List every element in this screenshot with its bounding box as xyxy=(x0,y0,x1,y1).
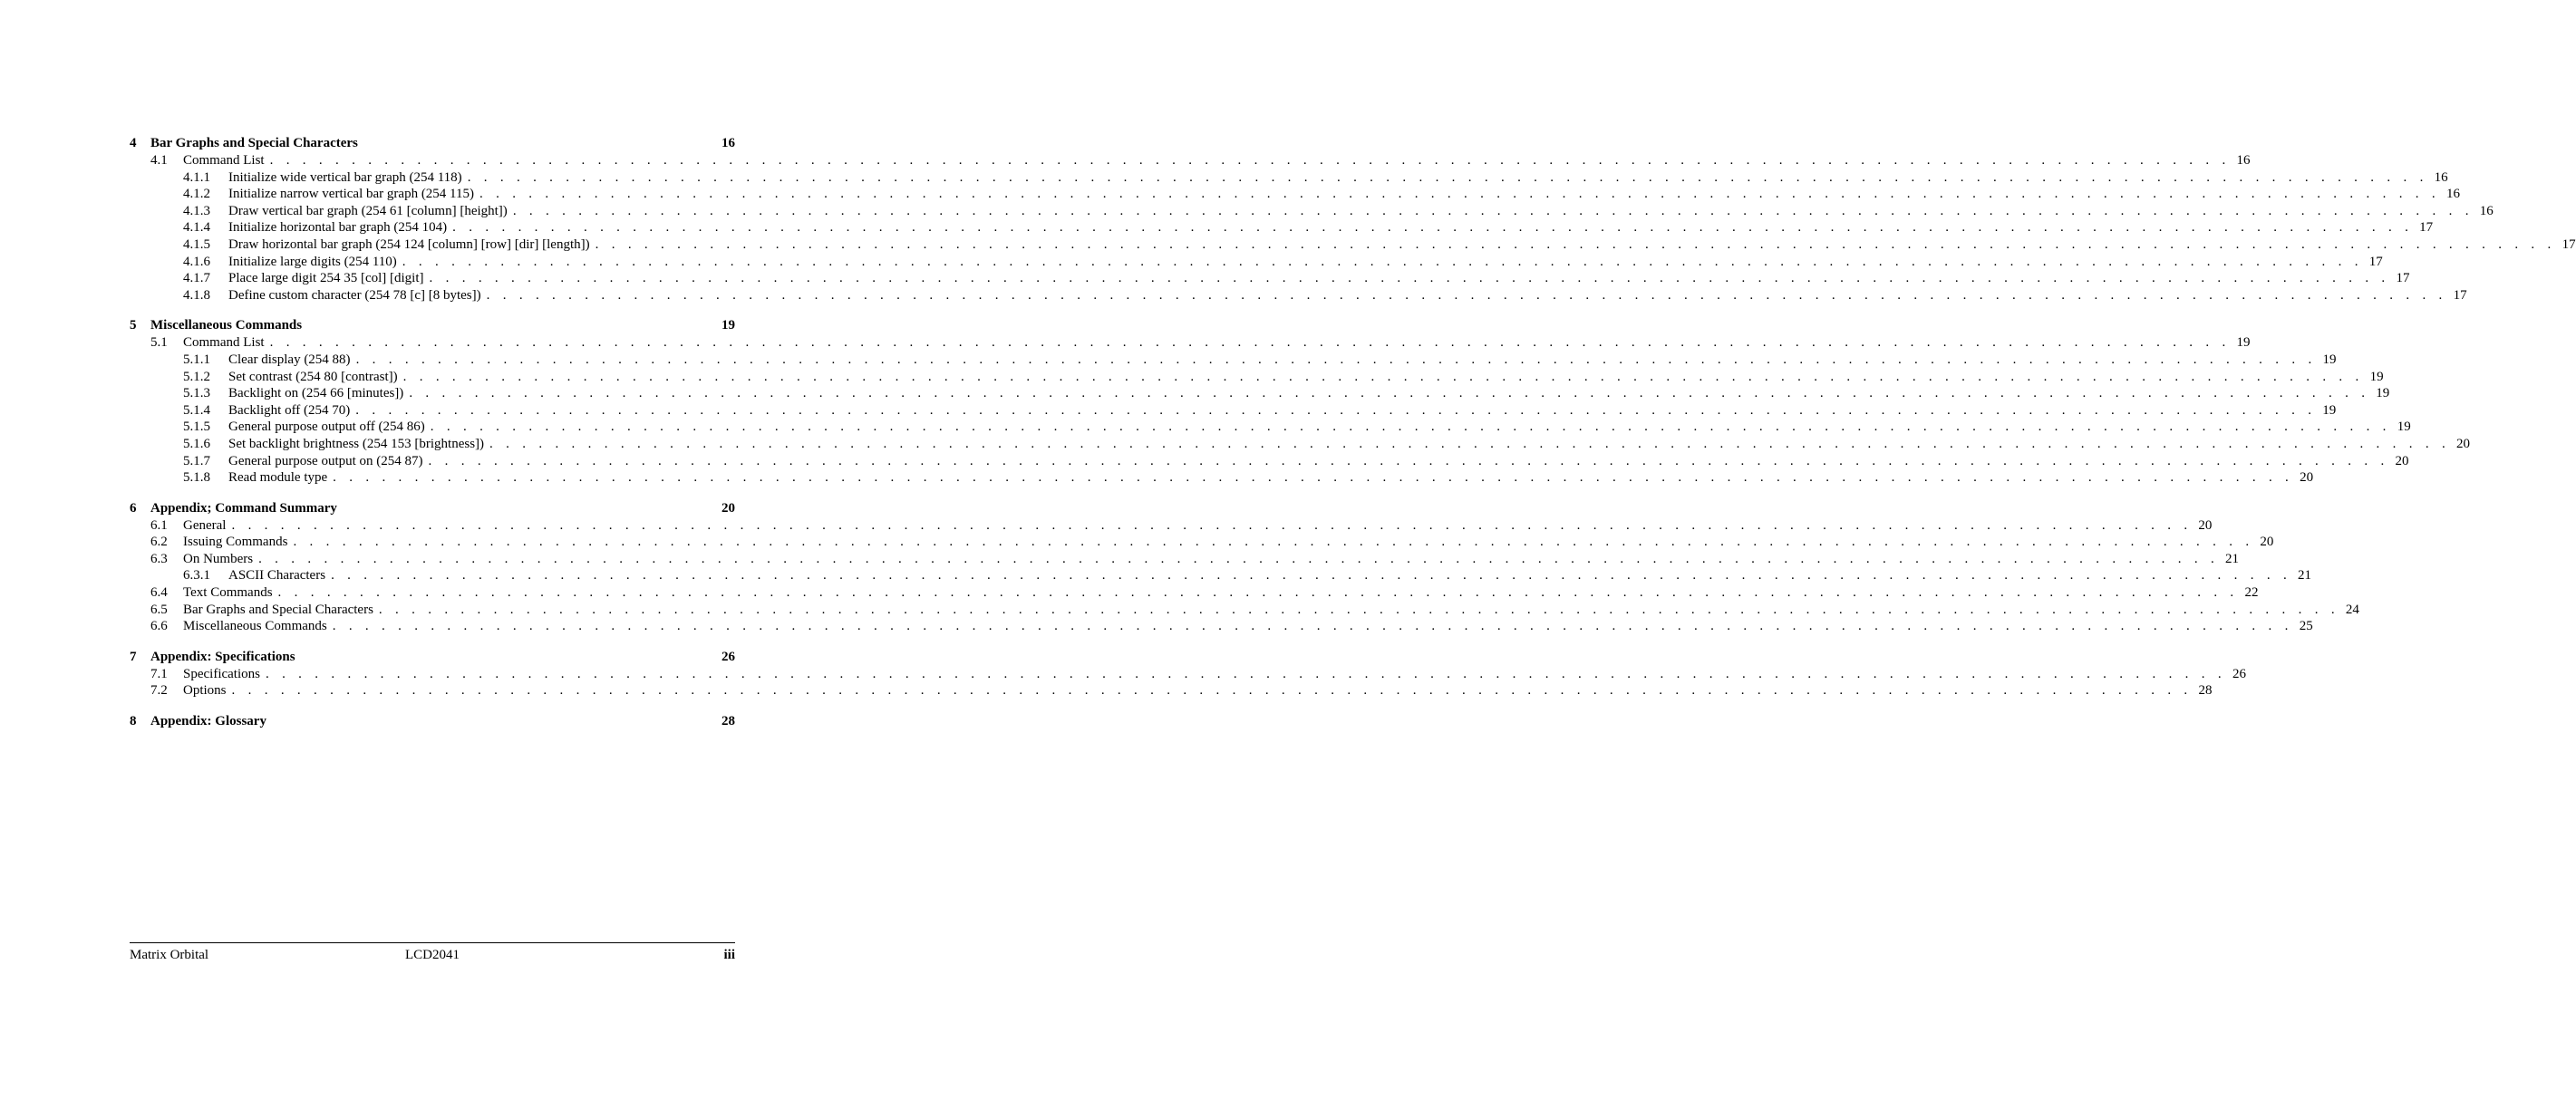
toc-entry-number: 5.1.1 xyxy=(183,352,210,367)
toc-entry-number: 4.1.3 xyxy=(183,203,210,218)
dot-leader: . . . . . . . . . . . . . . . . . . . . . . . . . . . . . . . . . . . . . . . . . . . . . . . . . . . . . . . . . . . . . . . . . . . . . . . . . . . . . . . . . . . . . . . . . . . . . . . . . . . . . . . . . . . . . . . . . . . . . . . . xyxy=(402,254,2363,269)
toc-subsection[interactable] xyxy=(130,602,2359,619)
toc-entry-title: General xyxy=(183,517,227,533)
dot-leader: . . . . . . . . . . . . . . . . . . . . . . . . . . . . . . . . . . . . . . . . . . . . . . . . . . . . . . . . . . . . . . . . . . . . . . . . . . . . . . . . . . . . . . . . . . . . . . . . . . . . . . . . . . . . . . . . . . . . . . . . xyxy=(402,369,2364,384)
toc-subsubsection[interactable] xyxy=(130,352,2337,369)
toc-entry-page: 17 xyxy=(2419,220,2434,236)
toc-section-number: 8 xyxy=(130,714,137,729)
toc-section-number: 6 xyxy=(130,500,137,516)
toc-entry-title: Set backlight brightness (254 153 [brightness]) xyxy=(228,436,485,451)
toc-subsection[interactable] xyxy=(130,334,2251,352)
toc-entry-page: 20 xyxy=(2395,453,2409,468)
dot-leader: . . . . . . . . . . . . . . . . . . . . . . . . . . . . . . . . . . . . . . . . . . . . . . . . . . . . . . . . . . . . . . . . . . . . . . . . . . . . . . . . . . . . . . . . . . . . . . . . . . . . . . . . . . . . . . . . . . . . . . . . xyxy=(428,453,2389,468)
toc-subsubsection[interactable] xyxy=(130,436,2470,453)
toc-entry-page: 19 xyxy=(2236,335,2251,351)
dot-leader: . . . . . . . . . . . . . . . . . . . . . . . . . . . . . . . . . . . . . . . . . . . . . . . . . . . . . . . . . . . . . . . . . . . . . . . . . . . . . . . . . . . . . . . . . . . . . . . . . . . . . . . . . . . . . . . . . . . . . . . . xyxy=(512,203,2474,218)
dot-leader: . . . . . . . . . . . . . . . . . . . . . . . . . . . . . . . . . . . . . . . . . . . . . . . . . . . . . . . . . . . . . . . . . . . . . . . . . . . . . . . . . . . . . . . . . . . . . . . . . . . . . . . . . . . . . . . . . . . . . . . . xyxy=(595,236,2556,252)
dot-leader: . . . . . . . . . . . . . . . . . . . . . . . . . . . . . . . . . . . . . . . . . . . . . . . . . . . . . . . . . . . . . . . . . . . . . . . . . . . . . . . . . . . . . . . . . . . . . . . . . . . . . . . . . . . . . . . . . . . . . . . . xyxy=(269,153,2231,168)
toc-section-title: Appendix; Command Summary xyxy=(150,500,337,516)
toc-subsection[interactable] xyxy=(130,551,2240,568)
toc-entry-title: Clear display (254 88) xyxy=(228,352,351,367)
toc-subsubsection[interactable] xyxy=(130,203,2494,220)
toc-entry-page: 24 xyxy=(2345,602,2359,617)
footer-product: LCD2041 xyxy=(405,948,460,962)
toc-entry-title: Command List xyxy=(183,335,265,351)
toc-entry-title: On Numbers xyxy=(183,551,254,566)
toc-subsection[interactable] xyxy=(130,682,2213,699)
toc-entry-title: Miscellaneous Commands xyxy=(183,619,327,634)
toc-entry-number: 6.3 xyxy=(150,551,168,566)
dot-leader: . . . . . . . . . . . . . . . . . . . . . . . . . . . . . . . . . . . . . . . . . . . . . . . . . . . . . . . . . . . . . . . . . . . . . . . . . . . . . . . . . . . . . . . . . . . . . . . . . . . . . . . . . . . . . . . . . . . . . . . . xyxy=(409,386,2370,401)
toc-entry-title: Issuing Commands xyxy=(183,535,288,550)
toc-entry-title: Bar Graphs and Special Characters xyxy=(183,602,373,617)
toc-entry-number: 4.1.6 xyxy=(183,254,210,269)
dot-leader: . . . . . . . . . . . . . . . . . . . . . . . . . . . . . . . . . . . . . . . . . . . . . . . . . . . . . . . . . . . . . . . . . . . . . . . . . . . . . . . . . . . . . . . . . . . . . . . . . . . . . . . . . . . . . . . . . . . . . . . . xyxy=(378,602,2339,617)
toc-entry-number: 4.1.5 xyxy=(183,236,210,252)
dot-leader: . . . . . . . . . . . . . . . . . . . . . . . . . . . . . . . . . . . . . . . . . . . . . . . . . . . . . . . . . . . . . . . . . . . . . . . . . . . . . . . . . . . . . . . . . . . . . . . . . . . . . . . . . . . . . . . . . . . . . . . . xyxy=(231,683,2193,699)
toc-entry-title: Backlight on (254 66 [minutes]) xyxy=(228,386,404,401)
toc-section[interactable] xyxy=(130,499,735,517)
toc-section-page: 28 xyxy=(721,714,735,729)
dot-leader: . . . . . . . . . . . . . . . . . . . . . . . . . . . . . . . . . . . . . . . . . . . . . . . . . . . . . . . . . . . . . . . . . . . . . . . . . . . . . . . . . . . . . . . . . . . . . . . . . . . . . . . . . . . . . . . . . . . . . . . . xyxy=(269,335,2231,351)
toc-subsubsection[interactable] xyxy=(130,287,2467,304)
toc-entry-title: Initialize horizontal bar graph (254 104) xyxy=(228,220,448,236)
dot-leader: . . . . . . . . . . . . . . . . . . . . . . . . . . . . . . . . . . . . . . . . . . . . . . . . . . . . . . . . . . . . . . . . . . . . . . . . . . . . . . . . . . . . . . . . . . . . . . . . . . . . . . . . . . . . . . . . . . . . . . . . xyxy=(479,187,2440,202)
toc-subsubsection[interactable] xyxy=(130,419,2411,436)
toc-entry-page: 19 xyxy=(2376,386,2390,401)
toc-entry-number: 5.1.5 xyxy=(183,420,210,435)
footer-page-number: iii xyxy=(723,948,735,962)
toc-subsection[interactable] xyxy=(130,534,2274,551)
toc-section-title: Appendix: Glossary xyxy=(150,714,266,729)
dot-leader: . . . . . . . . . . . . . . . . . . . . . . . . . . . . . . . . . . . . . . . . . . . . . . . . . . . . . . . . . . . . . . . . . . . . . . . . . . . . . . . . . . . . . . . . . . . . . . . . . . . . . . . . . . . . . . . . . . . . . . . . xyxy=(355,352,2317,367)
toc-entry-page: 16 xyxy=(2434,169,2448,185)
toc-subsubsection[interactable] xyxy=(130,469,2314,487)
toc-entry-title: Initialize wide vertical bar graph (254 118) xyxy=(228,169,462,185)
toc-entry-page: 26 xyxy=(2232,666,2246,681)
toc-entry-title: Read module type xyxy=(228,470,328,486)
toc-section-number: 5 xyxy=(130,318,137,333)
toc-subsection[interactable] xyxy=(130,584,2259,602)
toc-section-title: Miscellaneous Commands xyxy=(150,318,303,333)
dot-leader: . . . . . . . . . . . . . . . . . . . . . . . . . . . . . . . . . . . . . . . . . . . . . . . . . . . . . . . . . . . . . . . . . . . . . . . . . . . . . . . . . . . . . . . . . . . . . . . . . . . . . . . . . . . . . . . . . . . . . . . . xyxy=(333,470,2294,486)
dot-leader: . . . . . . . . . . . . . . . . . . . . . . . . . . . . . . . . . . . . . . . . . . . . . . . . . . . . . . . . . . . . . . . . . . . . . . . . . . . . . . . . . . . . . . . . . . . . . . . . . . . . . . . . . . . . . . . . . . . . . . . . xyxy=(332,619,2293,634)
toc-entry-title: Place large digit 254 35 [col] [digit] xyxy=(228,271,424,286)
toc-section[interactable] xyxy=(130,134,735,152)
dot-leader: . . . . . . . . . . . . . . . . . . . . . . . . . . . . . . . . . . . . . . . . . . . . . . . . . . . . . . . . . . . . . . . . . . . . . . . . . . . . . . . . . . . . . . . . . . . . . . . . . . . . . . . . . . . . . . . . . . . . . . . . xyxy=(429,271,2390,286)
dot-leader: . . . . . . . . . . . . . . . . . . . . . . . . . . . . . . . . . . . . . . . . . . . . . . . . . . . . . . . . . . . . . . . . . . . . . . . . . . . . . . . . . . . . . . . . . . . . . . . . . . . . . . . . . . . . . . . . . . . . . . . . xyxy=(231,517,2193,533)
toc-entry-page: 28 xyxy=(2198,683,2213,699)
toc-section-page: 19 xyxy=(721,318,735,333)
toc-entry-page: 17 xyxy=(2453,287,2467,303)
toc-entry-page: 21 xyxy=(2298,568,2312,584)
toc-entry-number: 7.1 xyxy=(150,666,168,681)
toc-section-page: 26 xyxy=(721,649,735,664)
toc-subsubsection[interactable] xyxy=(130,254,2383,271)
toc-entry-page: 20 xyxy=(2456,436,2470,451)
toc-section-page: 20 xyxy=(721,500,735,516)
toc-entry-page: 16 xyxy=(2445,187,2460,202)
toc-entry-title: Draw vertical bar graph (254 61 [column] [height]) xyxy=(228,203,508,218)
toc-entry-page: 16 xyxy=(2236,153,2251,168)
toc-entry-title: Define custom character (254 78 [c] [8 bytes]) xyxy=(228,287,481,303)
toc-entry-page: 19 xyxy=(2322,402,2337,418)
toc-entry-number: 4.1.2 xyxy=(183,187,210,202)
toc-subsubsection[interactable] xyxy=(130,402,2337,420)
toc-subsubsection[interactable] xyxy=(130,385,2390,402)
dot-leader: . . . . . . . . . . . . . . . . . . . . . . . . . . . . . . . . . . . . . . . . . . . . . . . . . . . . . . . . . . . . . . . . . . . . . . . . . . . . . . . . . . . . . . . . . . . . . . . . . . . . . . . . . . . . . . . . . . . . . . . . xyxy=(293,535,2254,550)
toc-entry-title: Set contrast (254 80 [contrast]) xyxy=(228,369,398,384)
toc-entry-number: 4.1.4 xyxy=(183,220,210,236)
toc-section-title: Appendix: Specifications xyxy=(150,649,295,664)
dot-leader: . . . . . . . . . . . . . . . . . . . . . . . . . . . . . . . . . . . . . . . . . . . . . . . . . . . . . . . . . . . . . . . . . . . . . . . . . . . . . . . . . . . . . . . . . . . . . . . . . . . . . . . . . . . . . . . . . . . . . . . . xyxy=(277,585,2239,601)
toc-entry-page: 17 xyxy=(2368,254,2383,269)
toc-section-number: 4 xyxy=(130,136,137,150)
toc-subsection[interactable] xyxy=(130,666,2246,683)
toc-subsubsection[interactable] xyxy=(130,270,2410,287)
dot-leader: . . . . . . . . . . . . . . . . . . . . . . . . . . . . . . . . . . . . . . . . . . . . . . . . . . . . . . . . . . . . . . . . . . . . . . . . . . . . . . . . . . . . . . . . . . . . . . . . . . . . . . . . . . . . . . . . . . . . . . . . xyxy=(467,169,2428,185)
dot-leader: . . . . . . . . . . . . . . . . . . . . . . . . . . . . . . . . . . . . . . . . . . . . . . . . . . . . . . . . . . . . . . . . . . . . . . . . . . . . . . . . . . . . . . . . . . . . . . . . . . . . . . . . . . . . . . . . . . . . . . . . xyxy=(489,436,2450,451)
toc-section[interactable] xyxy=(130,316,735,334)
toc-entry-number: 6.4 xyxy=(150,585,168,601)
toc-entry-title: Initialize narrow vertical bar graph (254 115) xyxy=(228,187,474,202)
toc-entry-title: Initialize large digits (254 110) xyxy=(228,254,397,269)
toc-entry-title: Draw horizontal bar graph (254 124 [column] [row] [dir] [length]) xyxy=(228,236,590,252)
toc-section[interactable] xyxy=(130,712,735,730)
toc-entry-page: 21 xyxy=(2225,551,2240,566)
toc-entry-page: 16 xyxy=(2479,203,2494,218)
toc-entry-number: 5.1.8 xyxy=(183,470,210,486)
toc-entry-title: Command List xyxy=(183,153,265,168)
dot-leader: . . . . . . . . . . . . . . . . . . . . . . . . . . . . . . . . . . . . . . . . . . . . . . . . . . . . . . . . . . . . . . . . . . . . . . . . . . . . . . . . . . . . . . . . . . . . . . . . . . . . . . . . . . . . . . . . . . . . . . . . xyxy=(258,551,2220,566)
dot-leader: . . . . . . . . . . . . . . . . . . . . . . . . . . . . . . . . . . . . . . . . . . . . . . . . . . . . . . . . . . . . . . . . . . . . . . . . . . . . . . . . . . . . . . . . . . . . . . . . . . . . . . . . . . . . . . . . . . . . . . . . xyxy=(355,402,2317,418)
toc-entry-title: ASCII Characters xyxy=(228,568,326,584)
toc-entry-title: Text Commands xyxy=(183,585,273,601)
toc-entry-number: 5.1.3 xyxy=(183,386,210,401)
toc-entry-title: Specifications xyxy=(183,666,260,681)
dot-leader: . . . . . . . . . . . . . . . . . . . . . . . . . . . . . . . . . . . . . . . . . . . . . . . . . . . . . . . . . . . . . . . . . . . . . . . . . . . . . . . . . . . . . . . . . . . . . . . . . . . . . . . . . . . . . . . . . . . . . . . . xyxy=(486,287,2447,303)
toc-entry-page: 20 xyxy=(2260,535,2274,550)
toc-entry-number: 4.1.1 xyxy=(183,169,210,185)
toc-entry-number: 4.1.8 xyxy=(183,287,210,303)
table-of-contents xyxy=(130,134,2576,730)
toc-entry-title: General purpose output off (254 86) xyxy=(228,420,425,435)
toc-entry-number: 6.2 xyxy=(150,535,168,550)
toc-entry-number: 6.3.1 xyxy=(183,568,210,584)
footer-company: Matrix Orbital xyxy=(130,948,209,962)
toc-entry-page: 19 xyxy=(2322,352,2337,367)
toc-section-page: 16 xyxy=(721,136,735,150)
toc-entry-number: 6.6 xyxy=(150,619,168,634)
toc-section-title: Bar Graphs and Special Characters xyxy=(150,136,358,150)
dot-leader: . . . . . . . . . . . . . . . . . . . . . . . . . . . . . . . . . . . . . . . . . . . . . . . . . . . . . . . . . . . . . . . . . . . . . . . . . . . . . . . . . . . . . . . . . . . . . . . . . . . . . . . . . . . . . . . . . . . . . . . . xyxy=(265,666,2226,681)
toc-entry-number: 4.1.7 xyxy=(183,271,210,286)
toc-entry-number: 7.2 xyxy=(150,683,168,699)
toc-subsubsection[interactable] xyxy=(130,219,2434,236)
toc-entry-page: 19 xyxy=(2369,369,2384,384)
toc-subsubsection[interactable] xyxy=(130,236,2576,254)
toc-subsubsection[interactable] xyxy=(130,453,2409,470)
toc-entry-number: 4.1 xyxy=(150,153,168,168)
toc-section-number: 7 xyxy=(130,649,137,664)
toc-section[interactable] xyxy=(130,648,735,666)
footer-rule xyxy=(130,942,735,943)
toc-entry-page: 25 xyxy=(2299,619,2313,634)
toc-entry-page: 17 xyxy=(2561,236,2576,252)
toc-entry-title: General purpose output on (254 87) xyxy=(228,453,423,468)
toc-entry-number: 5.1.2 xyxy=(183,369,210,384)
dot-leader: . . . . . . . . . . . . . . . . . . . . . . . . . . . . . . . . . . . . . . . . . . . . . . . . . . . . . . . . . . . . . . . . . . . . . . . . . . . . . . . . . . . . . . . . . . . . . . . . . . . . . . . . . . . . . . . . . . . . . . . . xyxy=(430,420,2391,435)
dot-leader: . . . . . . . . . . . . . . . . . . . . . . . . . . . . . . . . . . . . . . . . . . . . . . . . . . . . . . . . . . . . . . . . . . . . . . . . . . . . . . . . . . . . . . . . . . . . . . . . . . . . . . . . . . . . . . . . . . . . . . . . xyxy=(452,220,2414,236)
toc-entry-title: Backlight off (254 70) xyxy=(228,402,351,418)
toc-entry-number: 5.1.4 xyxy=(183,402,210,418)
toc-entry-page: 20 xyxy=(2198,517,2213,533)
toc-entry-number: 6.1 xyxy=(150,517,168,533)
dot-leader: . . . . . . . . . . . . . . . . . . . . . . . . . . . . . . . . . . . . . . . . . . . . . . . . . . . . . . . . . . . . . . . . . . . . . . . . . . . . . . . . . . . . . . . . . . . . . . . . . . . . . . . . . . . . . . . . . . . . . . . . xyxy=(331,568,2292,584)
toc-entry-page: 20 xyxy=(2300,470,2314,486)
page-footer xyxy=(130,946,735,964)
toc-entry-number: 6.5 xyxy=(150,602,168,617)
toc-subsection[interactable] xyxy=(130,517,2213,535)
toc-entry-page: 17 xyxy=(2396,271,2410,286)
toc-subsubsection[interactable] xyxy=(130,567,2312,584)
toc-entry-page: 22 xyxy=(2244,585,2259,601)
toc-subsection[interactable] xyxy=(130,152,2251,169)
toc-subsubsection[interactable] xyxy=(130,169,2448,187)
toc-subsubsection[interactable] xyxy=(130,186,2460,203)
toc-entry-number: 5.1 xyxy=(150,335,168,351)
toc-entry-number: 5.1.6 xyxy=(183,436,210,451)
toc-entry-number: 5.1.7 xyxy=(183,453,210,468)
toc-entry-title: Options xyxy=(183,683,227,699)
toc-entry-page: 19 xyxy=(2397,420,2411,435)
toc-subsection[interactable] xyxy=(130,618,2313,635)
toc-subsubsection[interactable] xyxy=(130,369,2384,386)
